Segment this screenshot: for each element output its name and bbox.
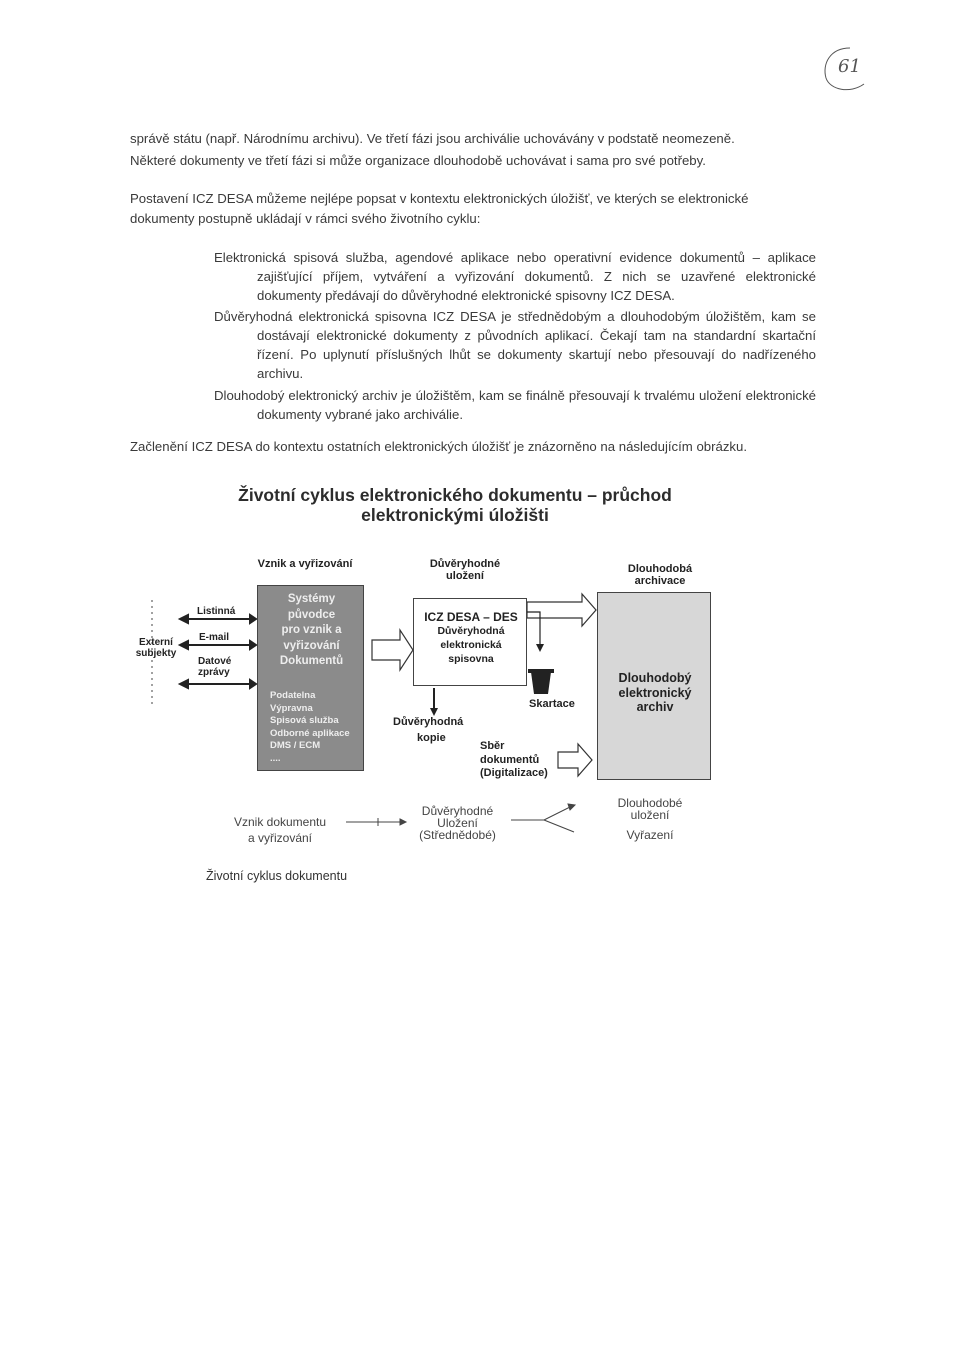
bullet-spisova-sluzba: Elektronická spisová služba, agendové aplikace nebo operativní evidence dokumentů – aplikace zajišťující příjem, vytváření a vyřizování dokumentů. Z nich se uzavřené elektronické dokumenty předávají do důvěryhodné elektronické spisovny ICZ DESA. [214,250,816,303]
sber-line: (Digitalizace) [480,767,548,779]
external-subjects-1: Externí [139,637,173,648]
systems-line: původce [287,608,336,621]
diagram-title-1: Životní cyklus elektronického dokumentu – průchod [238,485,672,505]
desa-line: ICZ DESA – DES [424,610,518,624]
life-stage-2-line1: Důvěryhodné [421,804,494,818]
systems-line: Dokumentů [279,655,344,667]
life-stage-3-line3: Vyřazení [626,828,674,842]
sber-line: Sběr [480,740,505,752]
sber-label [480,740,548,781]
external-subjects-2: subjekty [135,648,177,659]
figure-caption: Životní cyklus dokumentu [206,869,348,883]
systems-line: pro vznik a [281,624,342,636]
app-item: Výpravna [270,702,313,714]
skartace-label: Skartace [529,698,575,710]
app-item: .... [270,752,281,764]
desa-box [413,598,527,686]
col3-header-1: Dlouhodobá [627,563,693,575]
input-email: E-mail [199,632,230,643]
archive-line: elektronický [618,685,692,700]
para3: Začlenění ICZ DESA do kontextu ostatních elektronických úložišť je znázorněno na následujícím obrázku. [130,439,748,454]
para2-line-1: Postavení ICZ DESA můžeme nejlépe popsat v kontextu elektronických úložišť, ve kterých se elektronické [130,191,749,206]
bullet-dlouhodoby-archiv: Dlouhodobý elektronický archiv je úložištěm, kam se finálně přesouvají k trvalému uložení elektronické dokumenty vybrané jako archiválie. [214,388,816,422]
col2-header-2: uložení [446,570,484,582]
sber-line: dokumentů [480,753,540,766]
copy-label-2: kopie [417,732,446,744]
app-item: Podatelna [270,690,316,701]
archive-box [597,592,711,780]
systems-box [257,585,364,771]
life-stage-2-line3: (Střednědobé) [419,828,496,842]
para2-line-2: dokumenty postupně ukládají v rámci svého životního cyklu: [130,211,481,226]
systems-line: vyřizování [283,639,340,652]
col1-header: Vznik a vyřizování [257,558,353,570]
desa-line: elektronická [440,639,502,651]
app-item: Odborné aplikace [270,727,350,739]
col2-header-1: Důvěryhodné [429,558,501,570]
page-number: 61 [838,56,861,77]
archive-line: archiv [636,700,674,714]
intro-line-2: Některé dokumenty ve třetí fázi si může organizace dlouhodobě uchovávat i sama pro své potřeby. [130,153,706,168]
desa-line: Důvěryhodná [437,625,505,637]
life-stage-3-line1: Dlouhodobé [617,796,683,810]
life-stage-3-line2: uložení [630,808,670,822]
trash-bin-icon [528,669,554,694]
life-stage-1-line2: a vyřizování [247,831,313,845]
arrow-sber-to-archive [558,744,592,776]
arrow-to-archive [527,594,596,626]
app-item: Spisová služba [270,715,339,727]
input-datove-2: zprávy [198,667,230,678]
intro-line-1: správě státu (např. Národnímu archivu). Ve třetí fázi jsou archiválie uchovávány v podstatě neomezeně. [130,131,735,146]
copy-label-1: Důvěryhodná [393,716,464,728]
input-datove-1: Datové [198,656,232,667]
desa-line: spisovna [448,653,494,665]
archive-line: Dlouhodobý [618,671,692,685]
app-item: DMS / ECM [270,740,321,752]
systems-line: Systémy [287,593,336,605]
bullet-duveryhodna-spisovna: Důvěryhodná elektronická spisovna ICZ DESA je střednědobým a dlouhodobým úložištěm, kam se dostávají elektronické dokumenty z původních aplikací. Čekají tam na standardní skartační řízení. Po uplynutí příslušných lhůt se dokumenty skartují nebo přesouvají do nadřízeného archivu. [214,309,816,381]
input-listinna: Listinná [197,606,236,617]
diagram-title-2: elektronickými úložišti [361,505,549,525]
life-stage-1-line1: Vznik dokumentu [233,815,327,829]
life-stage-2-line2: Uložení [437,816,478,830]
arrow-to-desa [372,630,413,670]
col3-header-2: archivace [634,575,686,587]
